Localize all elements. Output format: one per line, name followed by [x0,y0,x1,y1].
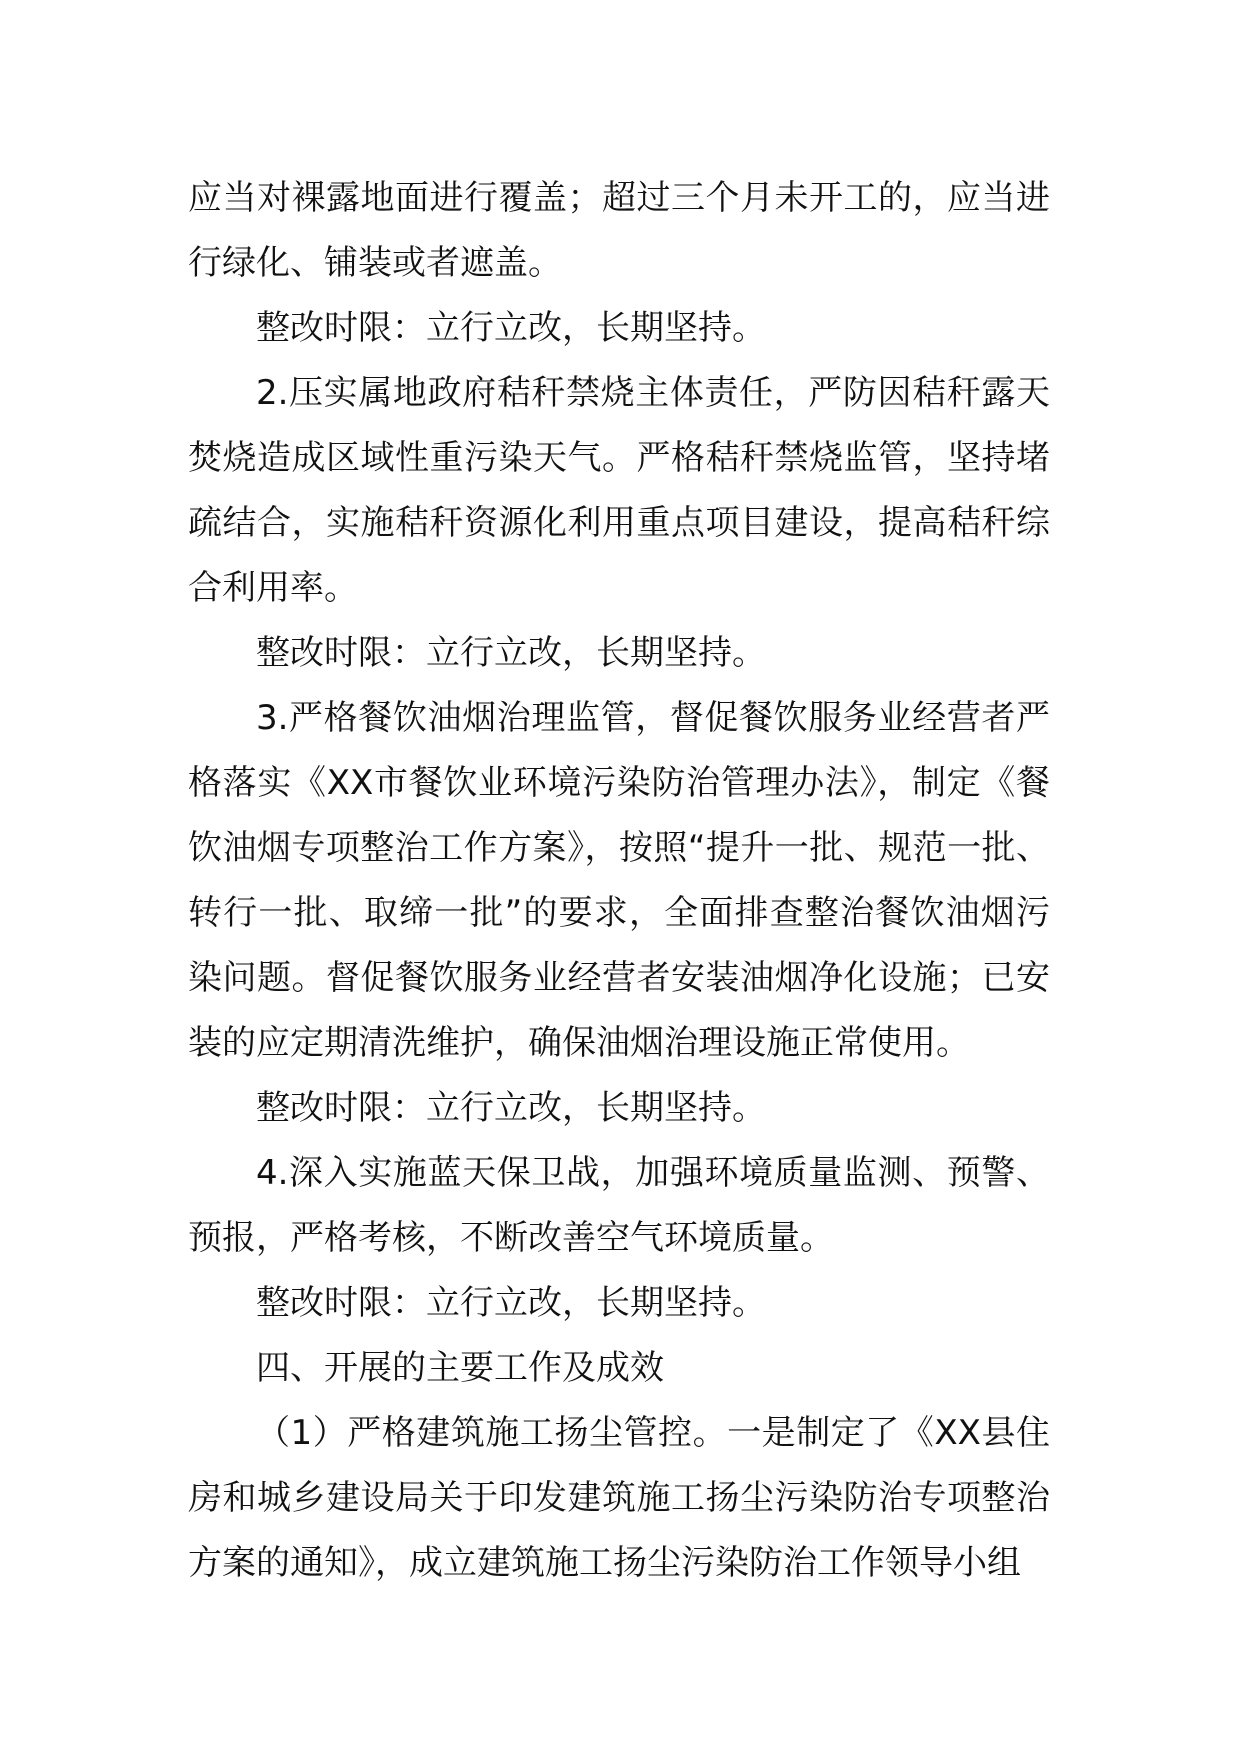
section-heading: 四、开展的主要工作及成效 [256,1348,664,1388]
paragraph-deadline: 整改时限：立行立改，长期坚持。 [256,308,766,348]
document-body [188,166,1050,1596]
paragraph-subsection-1: （1）严格建筑施工扬尘管控。一是制定了《XX县住房和城乡建设局关于印发建筑施工扬尘污染防治专项整治方案的通知》，成立建筑施工扬尘污染防治工作领导小组 [188,1413,1050,1583]
paragraph-item-4: 4.深入实施蓝天保卫战，加强环境质量监测、预警、预报，严格考核，不断改善空气环境质量。 [188,1153,1050,1258]
paragraph-continuation: 应当对裸露地面进行覆盖；超过三个月未开工的，应当进行绿化、铺装或者遮盖。 [188,178,1050,283]
paragraph-item-2: 2.压实属地政府秸秆禁烧主体责任，严防因秸秆露天焚烧造成区域性重污染天气。严格秸秆禁烧监管，坚持堵疏结合，实施秸秆资源化利用重点项目建设，提高秸秆综合利用率。 [188,373,1050,608]
paragraph-deadline: 整改时限：立行立改，长期坚持。 [256,1283,766,1323]
paragraph-item-3: 3.严格餐饮油烟治理监管，督促餐饮服务业经营者严格落实《XX市餐饮业环境污染防治管理办法》，制定《餐饮油烟专项整治工作方案》，按照“提升一批、规范一批、转行一批、取缔一批”的要求，全面排查整治餐饮油烟污染问题。督促餐饮服务业经营者安装油烟净化设施；已安装的应定期清洗维护，确保油烟治理设施正常使用。 [188,698,1050,1063]
paragraph-deadline: 整改时限：立行立改，长期坚持。 [256,1088,766,1128]
paragraph-deadline: 整改时限：立行立改，长期坚持。 [256,633,766,673]
